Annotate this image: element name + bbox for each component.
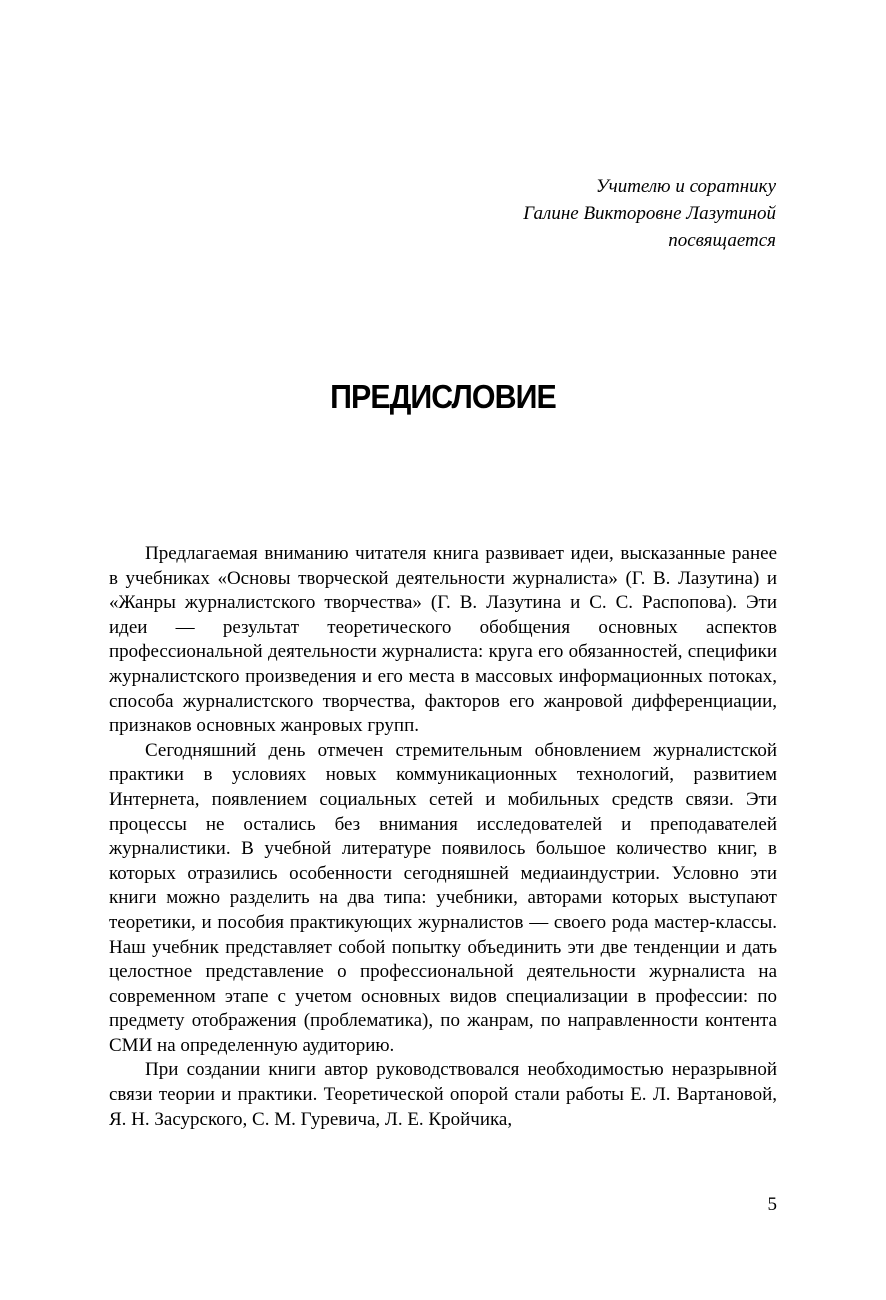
paragraph-2: Сегодняшний день отмечен стремительным обновлением журналистской практики в условиях новых коммуникационных технологий, развитием Интернета, появлением социальных сетей и мобильных средств связи. Эти процессы не остались без внимания исследователей и преподавателей журналистики. В учебной литературе появилось большое количество книг, в которых отразились особенности сегодняшней медиаиндустрии. Условно эти книги можно разделить на два типа: учебники, авторами которых выступают теоретики, и пособия практикующих журналистов — своего рода мастер-классы. Наш учебник представляет собой попытку объединить эти две тенденции и дать целостное представление о профессиональной деятельности журналиста на современном этапе с учетом основных видов специализации в профессии: по предмету отображения (проблематика), по жанрам, по направленности контента СМИ на определенную аудиторию.: [109, 739, 777, 1056]
page-number: 5: [767, 1194, 777, 1215]
body-text: [109, 542, 777, 1132]
dedication-line-3: посвящается: [668, 230, 776, 251]
dedication-line-2: Галине Викторовне Лазутиной: [523, 203, 776, 224]
dedication-line-1: Учителю и соратнику: [595, 176, 776, 197]
dedication: [276, 173, 776, 254]
paragraph-1: Предлагаемая вниманию читателя книга развивает идеи, высказанные ранее в учебниках «Основы творческой деятельности журналиста» (Г. В. Лазутина) и «Жанры журналистского творчества» (Г. В. Лазутина и С. С. Распопова). Эти идеи — результат теоретического обобщения основных аспектов профессиональной деятельности журналиста: круга его обязанностей, специфики журналистского произведения и его места в массовых информационных потоках, способа журналистского творчества, факторов его жанровой дифференциации, признаков основных жанровых групп.: [109, 543, 777, 737]
chapter-title: ПРЕДИСЛОВИЕ: [330, 378, 556, 415]
paragraph-3: При создании книги автор руководствовался необходимостью неразрывной связи теории и практики. Теоретической опорой стали работы Е. Л. Вартановой, Я. Н. Засурского, С. М. Гуревича, Л. Е. Кройчика,: [109, 1059, 777, 1130]
